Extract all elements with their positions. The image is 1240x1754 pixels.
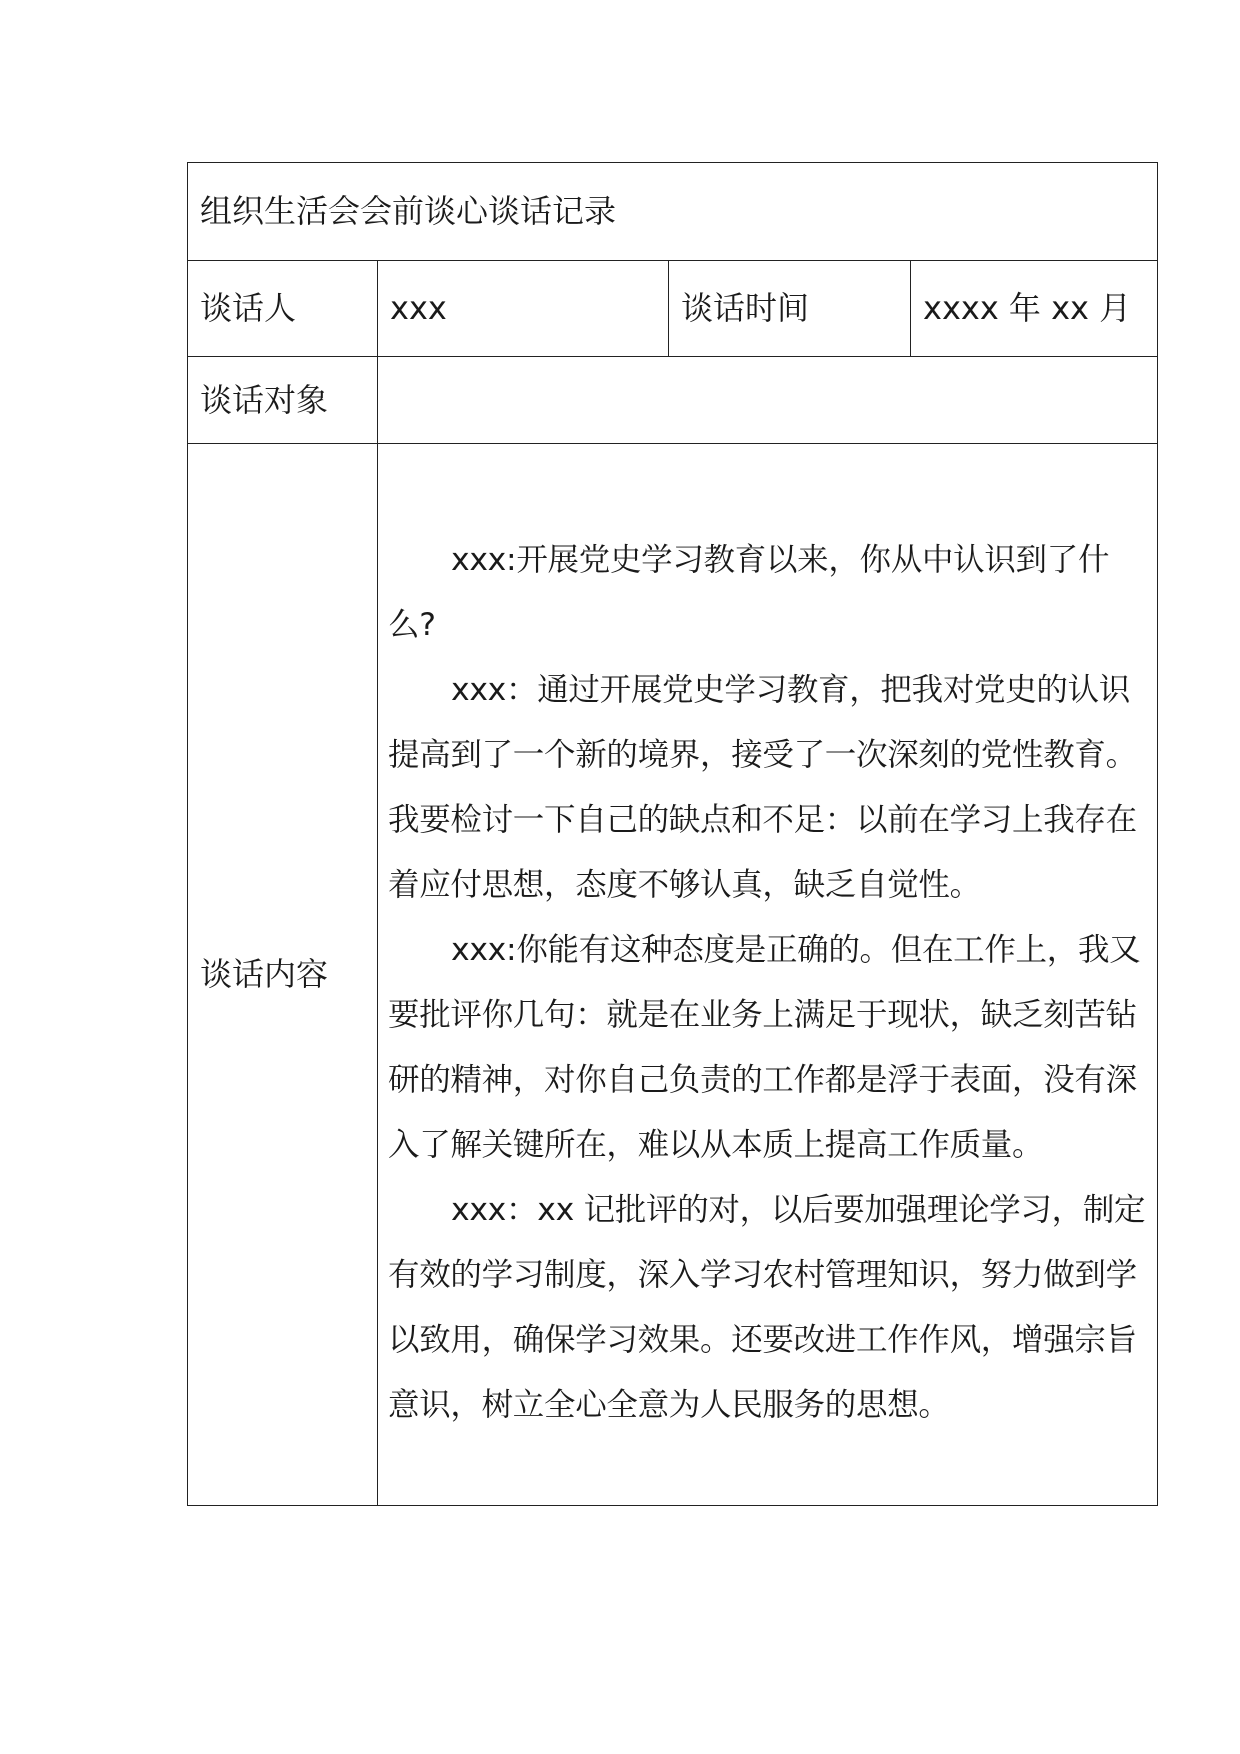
target-row (188, 357, 1158, 444)
content-label: 谈话内容 (188, 444, 378, 1506)
time-value: xxxx 年 xx 月 (911, 261, 1158, 357)
target-label: 谈话对象 (188, 357, 378, 444)
time-label: 谈话时间 (669, 261, 911, 357)
document-title: 组织生活会会前谈心谈话记录 (188, 163, 1158, 261)
content-body (388, 528, 1147, 1438)
content-cell (378, 444, 1158, 1506)
content-paragraph: xxx：通过开展党史学习教育，把我对党史的认识提高到了一个新的境界，接受了一次深刻的党性教育。我要检讨一下自己的缺点和不足：以前在学习上我存在着应付思想，态度不够认真，缺乏自觉性。 (388, 672, 1137, 903)
speaker-label: 谈话人 (188, 261, 378, 357)
content-paragraph: xxx：xx 记批评的对，以后要加强理论学习，制定有效的学习制度，深入学习农村管理知识，努力做到学以致用，确保学习效果。还要改进工作作风，增强宗旨意识，树立全心全意为人民服务的思想。 (388, 1192, 1146, 1423)
talk-record-table (187, 162, 1158, 1506)
target-value (378, 357, 1158, 444)
speaker-row (188, 261, 1158, 357)
speaker-value: xxx (378, 261, 669, 357)
title-row (188, 163, 1158, 261)
content-paragraph: xxx:开展党史学习教育以来，你从中认识到了什么? (388, 542, 1110, 643)
content-row (188, 444, 1158, 1506)
content-paragraph: xxx:你能有这种态度是正确的。但在工作上，我又要批评你几句：就是在业务上满足于现状，缺乏刻苦钻研的精神，对你自己负责的工作都是浮于表面，没有深入了解关键所在，难以从本质上提高工作质量。 (388, 932, 1141, 1163)
